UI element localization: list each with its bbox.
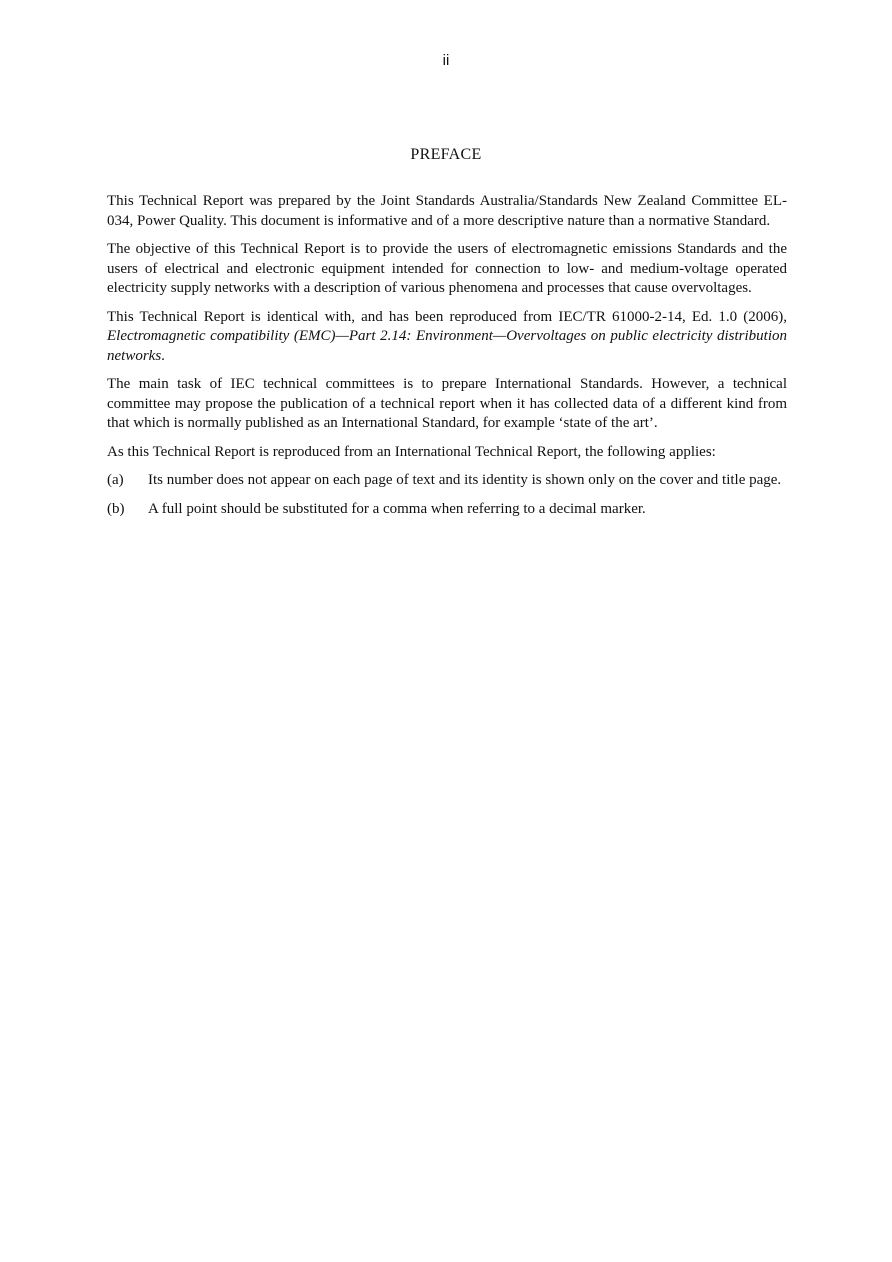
page-heading: PREFACE	[410, 146, 482, 163]
list-marker: (b)	[107, 500, 125, 517]
preface-body	[107, 192, 787, 528]
list-text: Its number does not appear on each page of text and its identity is shown only on the cover and title page.	[148, 472, 782, 488]
page-number: ii	[442, 52, 450, 69]
paragraph-committee: This Technical Report was prepared by the Joint Standards Australia/Standards New Zealand Committee EL-034, Power Quality. This document is informative and of a more descriptive nature than a normative Standard.	[107, 193, 787, 229]
paragraph-applies: As this Technical Report is reproduced from an International Technical Report, the following applies:	[107, 443, 716, 460]
source-title: Electromagnetic compatibility (EMC)—Part 2.14: Environment—Overvoltages on public electricity distribution networks	[107, 328, 787, 364]
list-item-a	[107, 471, 787, 491]
list-item-b	[107, 500, 787, 520]
source-lead-text: This Technical Report is identical with, and has been reproduced from IEC/TR 61000-2-14, Ed. 1.0 (2006),	[107, 308, 787, 325]
list-text: A full point should be substituted for a comma when referring to a decimal marker.	[148, 500, 646, 517]
list-marker: (a)	[107, 472, 124, 488]
paragraph-iec-task: The main task of IEC technical committees is to prepare International Standards. However, a technical committee may propose the publication of a technical report when it has collected data of a different kind from that which is normally published as an International Standard, for example ‘state of the art’.	[107, 376, 787, 431]
paragraph-objective: The objective of this Technical Report is to provide the users of electromagnetic emissions Standards and the users of electrical and electronic equipment intended for connection to low- and medium-voltage operated electricity supply networks with a description of various phenomena and processes that cause overvoltages.	[107, 241, 787, 296]
source-end: .	[161, 347, 165, 364]
paragraph-source	[107, 308, 787, 367]
